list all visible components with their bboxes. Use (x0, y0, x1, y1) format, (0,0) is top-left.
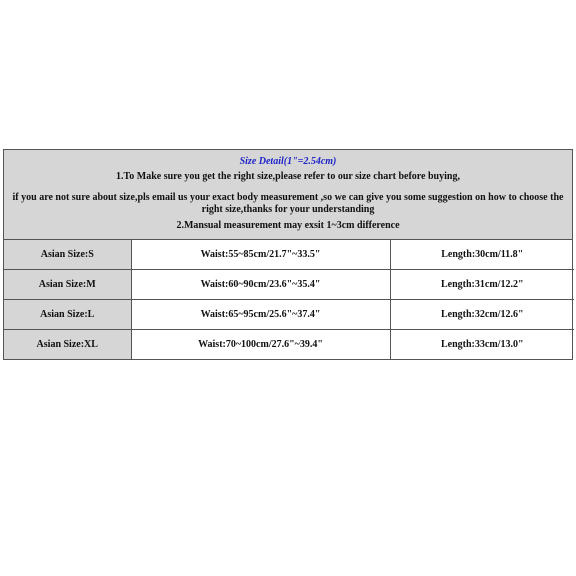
table-row (4, 240, 574, 270)
size-chart-header (4, 150, 572, 240)
table-row (4, 270, 574, 300)
size-cell: Asian Size:M (4, 270, 131, 300)
waist-cell: Waist:70~100cm/27.6"~39.4" (131, 330, 390, 360)
size-cell: Asian Size:S (4, 240, 131, 270)
size-note-1: 1.To Make sure you get the right size,please refer to our size chart before buying, (116, 171, 460, 182)
table-row (4, 300, 574, 330)
waist-cell: Waist:55~85cm/21.7"~33.5" (131, 240, 390, 270)
size-table (4, 240, 574, 359)
table-row (4, 330, 574, 360)
size-cell: Asian Size:XL (4, 330, 131, 360)
size-note-2: if you are not sure about size,pls email us your exact body measurement ,so we can give you some suggestion on how to choose the right size,thanks for your understanding (12, 192, 564, 215)
length-cell: Length:33cm/13.0" (390, 330, 574, 360)
length-cell: Length:31cm/12.2" (390, 270, 574, 300)
length-cell: Length:30cm/11.8" (390, 240, 574, 270)
size-chart (3, 149, 573, 360)
size-chart-title: Size Detail(1"=2.54cm) (239, 156, 337, 167)
size-note-3: 2.Mansual measurement may exsit 1~3cm difference (176, 220, 400, 231)
waist-cell: Waist:65~95cm/25.6"~37.4" (131, 300, 390, 330)
length-cell: Length:32cm/12.6" (390, 300, 574, 330)
waist-cell: Waist:60~90cm/23.6"~35.4" (131, 270, 390, 300)
size-cell: Asian Size:L (4, 300, 131, 330)
